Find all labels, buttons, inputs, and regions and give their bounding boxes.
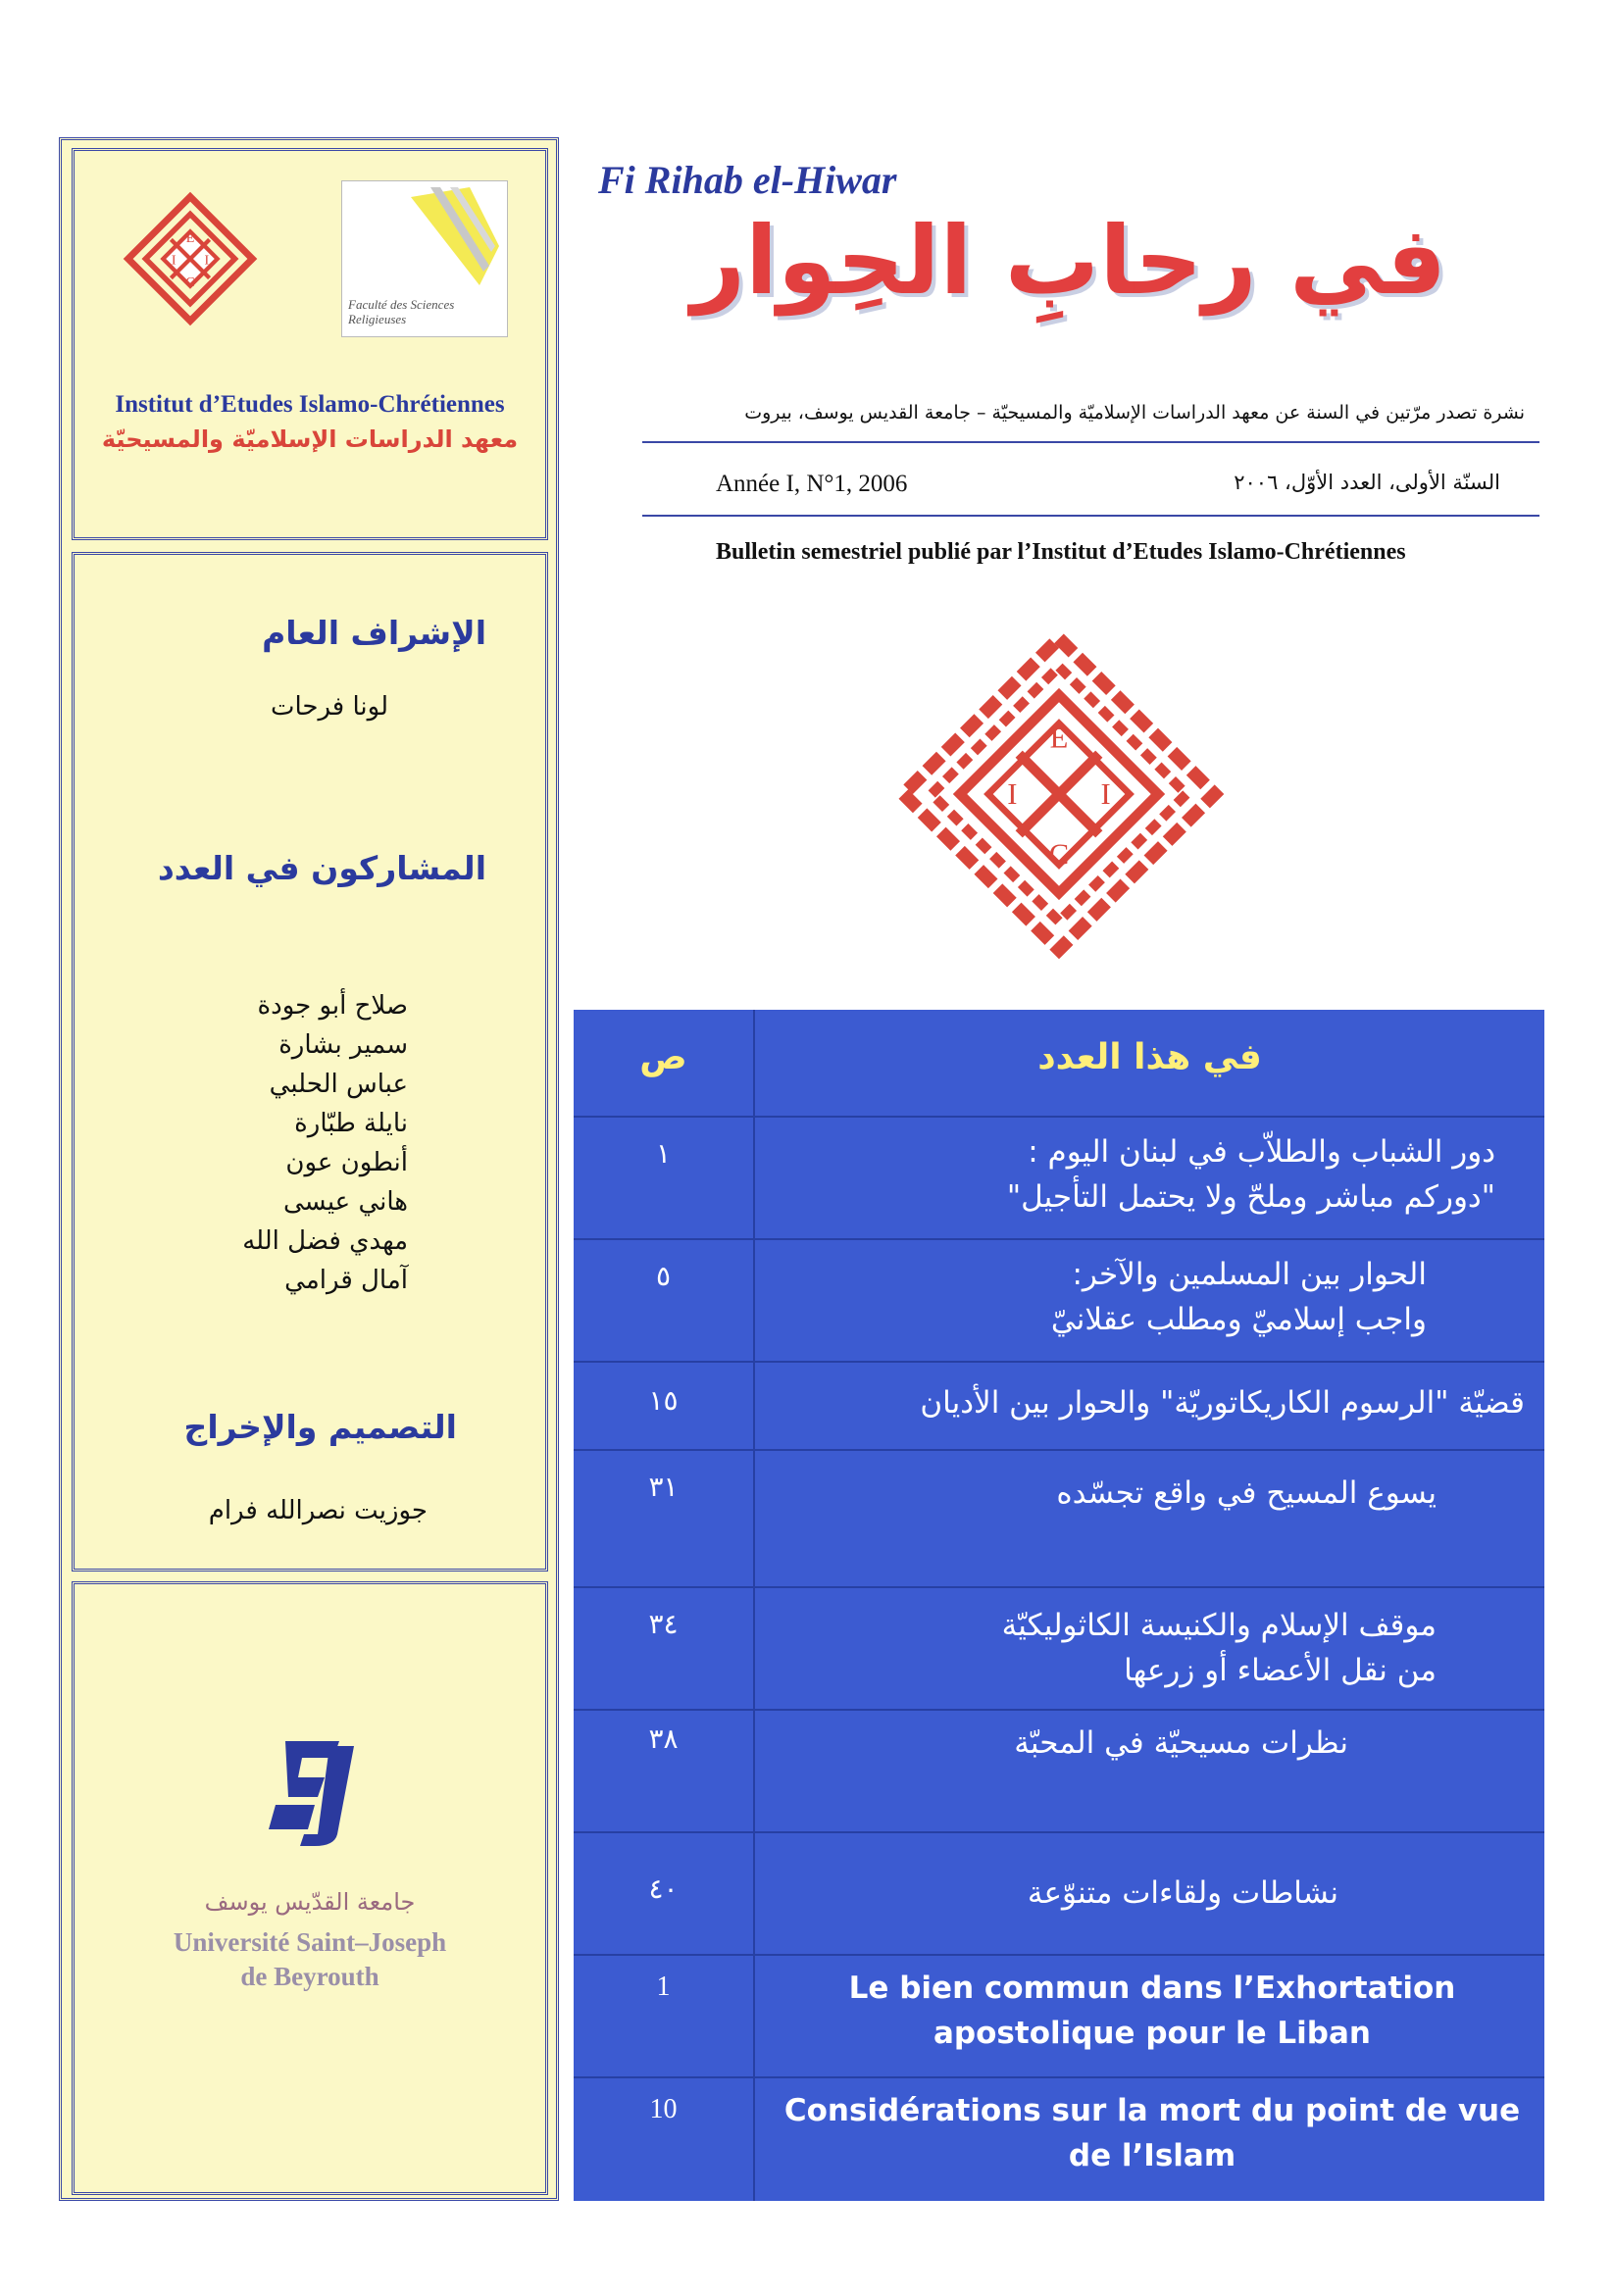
toc-page-number: 10 [649,2094,678,2124]
faculty-logo [341,180,508,337]
toc-page-number: ٥ [655,1260,672,1292]
svg-text:C: C [185,275,195,290]
toc-item-line2: apostolique pour le Liban [933,2016,1371,2051]
toc-row[interactable] [574,1451,1544,1588]
institute-box [72,148,548,540]
logo-letter-top: E [1049,721,1069,755]
supervision-heading: الإشراف العام [262,614,486,652]
design-heading: التصميم والإخراج [183,1408,457,1446]
designer-name: جوزيت نصرالله فرام [208,1496,428,1525]
toc-row[interactable] [574,1833,1544,1956]
contributor-name: عباس الحلبي [269,1070,408,1099]
toc-item-line1: نظرات مسيحيّة في المحبّة [1014,1725,1348,1761]
logo-letter-left: I [1007,777,1018,812]
toc-item-line1: قضيّة "الرسوم الكاريكاتوريّة" والحوار بين الأديان [920,1385,1525,1421]
toc-page-number: 1 [656,1972,671,2002]
contributor-name: هاني عيسى [282,1187,408,1217]
toc-item-line2: de l’Islam [1068,2138,1236,2173]
contributor-name: أنطون عون [285,1148,408,1177]
divider [642,441,1539,443]
university-name-fr-line1: Université Saint–Joseph [173,1927,447,1957]
sidebar [59,137,559,2201]
toc-page-number: ٤٠ [648,1872,679,1905]
toc-row[interactable] [574,1118,1544,1240]
toc-row[interactable] [574,1956,1544,2078]
bulletin-description: Bulletin semestriel publié par l’Institut d’Etudes Islamo-Chrétiennes [716,539,1406,565]
toc-item-line2: واجب إسلاميّ ومطلب عقلانيّ [1050,1302,1427,1337]
divider [642,515,1539,517]
table-of-contents [574,1010,1544,2201]
toc-page-heading: ص [639,1037,687,1077]
contributor-name: سمير بشارة [278,1030,408,1060]
toc-item-line2: من نقل الأعضاء أو زرعها [1124,1653,1437,1688]
toc-row[interactable] [574,1711,1544,1833]
svg-text:I: I [171,253,177,269]
main-content [574,137,1544,2201]
logo-letter-bottom: C [1048,837,1070,872]
university-box [72,1581,548,2195]
toc-page-number: ٣٤ [648,1608,679,1640]
issue-info-fr: Année I, N°1, 2006 [716,471,908,497]
toc-header-row [574,1010,1544,1118]
issue-info-ar: السنّة الأولى، العدد الأوّل، ٢٠٠٦ [1234,471,1500,494]
usj-logo-icon [261,1736,359,1849]
contributor-name: مهدي فضل الله [242,1226,408,1256]
toc-row[interactable] [574,1588,1544,1711]
faculty-logo-text: Faculté des Sciences Religieuses [348,297,455,326]
supervisor-name: لونا فرحات [270,692,388,722]
university-name-fr-line2: de Beyrouth [240,1962,379,1991]
svg-text:E: E [185,231,195,247]
toc-item-line1: Le bien commun dans l’Exhortation [848,1971,1456,2006]
toc-heading: في هذا العدد [1037,1037,1262,1077]
contributor-name: آمال قرامي [284,1266,408,1295]
toc-page-number: ١٥ [648,1384,679,1417]
toc-item-line1: دور الشباب والطلاّب في لبنان اليوم : [1028,1134,1495,1170]
logo-letter-right: I [1100,777,1111,812]
university-name-ar: جامعة القدّيس يوسف [204,1888,416,1916]
institute-name-ar: معهد الدراسات الإسلاميّة والمسيحيّة [101,425,519,453]
toc-item-line2: "دوركم مباشر وملحّ ولا يحتمل التأجيل" [1006,1179,1495,1215]
toc-item-line1: Considérations sur la mort du point de vue [783,2093,1521,2128]
tagline-ar: نشرة تصدر مرّتين في السنة عن معهد الدراسات الإسلاميّة والمسيحيّة – جامعة القديس يوسف، بيروت [744,402,1525,424]
institute-name-fr: Institut d’Etudes Islamo-Chrétiennes [115,391,505,418]
title-arabic: في رحابِ الحِوار [690,206,1447,316]
eiic-logo-icon [892,627,1226,961]
toc-page-number: ٣١ [648,1471,679,1503]
contributors-list [242,986,408,1300]
toc-item-line1: يسوع المسيح في واقع تجسّده [1056,1475,1437,1511]
toc-row[interactable] [574,1240,1544,1363]
toc-item-line1: موقف الإسلام والكنيسة الكاثوليكيّة [1001,1608,1437,1643]
contributor-name: نايلة طبّارة [294,1109,408,1138]
contributors-heading: المشاركون في العدد [157,849,486,887]
faculty-rays-icon [411,187,499,285]
toc-page-number: ٣٨ [648,1722,679,1755]
toc-item-line1: الحوار بين المسلمين والآخر: [1072,1257,1427,1292]
contributor-name: صلاح أبو جودة [257,991,408,1021]
svg-text:I: I [204,253,210,269]
toc-row[interactable] [574,1363,1544,1451]
eiic-logo-small-icon [122,190,259,327]
title-latin: Fi Rihab el-Hiwar [598,158,897,202]
credits-box [72,552,548,1572]
toc-row[interactable] [574,2078,1544,2201]
toc-page-number: ١ [655,1137,672,1170]
toc-item-line1: نشاطات ولقاءات متنوّعة [1027,1875,1338,1911]
